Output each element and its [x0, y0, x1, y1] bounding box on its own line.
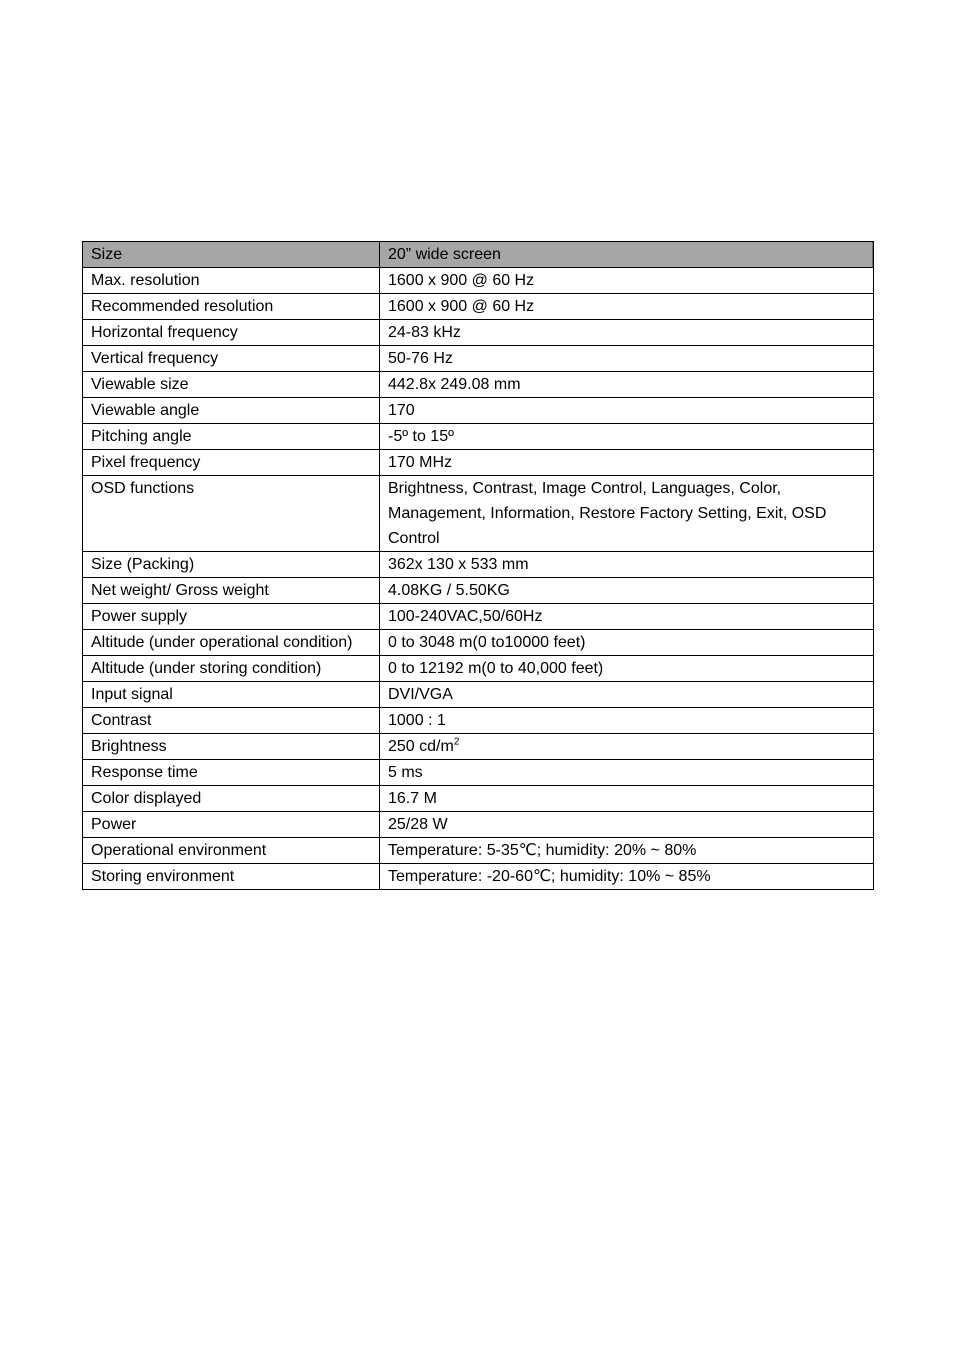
spec-table: [82, 241, 874, 890]
spec-value: 4.08KG / 5.50KG: [380, 578, 874, 604]
spec-value: 1600 x 900 @ 60 Hz: [380, 268, 874, 294]
spec-label: Size (Packing): [83, 552, 380, 578]
table-row: [83, 708, 874, 734]
spec-value: Temperature: 5-35℃; humidity: 20% ~ 80%: [380, 838, 874, 864]
spec-label: Operational environment: [83, 838, 380, 864]
spec-label: Vertical frequency: [83, 346, 380, 372]
spec-label: Viewable angle: [83, 398, 380, 424]
spec-value: [380, 734, 874, 760]
spec-label: Input signal: [83, 682, 380, 708]
table-row: [83, 372, 874, 398]
table-row: [83, 346, 874, 372]
spec-label: Altitude (under storing condition): [83, 656, 380, 682]
table-row: [83, 760, 874, 786]
spec-value: 170: [380, 398, 874, 424]
table-row: [83, 242, 874, 268]
spec-value: -5º to 15º: [380, 424, 874, 450]
superscript: 2: [453, 736, 460, 748]
table-row: [83, 682, 874, 708]
spec-value: Temperature: -20-60℃; humidity: 10% ~ 85%: [380, 864, 874, 890]
spec-value: Brightness, Contrast, Image Control, Languages, Color, Management, Information, Restore Factory Setting, Exit, OSD Control: [380, 476, 874, 552]
table-row: [83, 552, 874, 578]
table-row: [83, 838, 874, 864]
spec-label: Contrast: [83, 708, 380, 734]
spec-label: Pixel frequency: [83, 450, 380, 476]
spec-value: 170 MHz: [380, 450, 874, 476]
spec-label: Color displayed: [83, 786, 380, 812]
spec-label: OSD functions: [83, 476, 380, 552]
table-row: [83, 398, 874, 424]
table-row: [83, 630, 874, 656]
spec-label: Power: [83, 812, 380, 838]
spec-label: Power supply: [83, 604, 380, 630]
spec-value: 0 to 3048 m(0 to10000 feet): [380, 630, 874, 656]
spec-value: 20” wide screen: [380, 242, 874, 268]
table-row: [83, 656, 874, 682]
spec-value: 1000 : 1: [380, 708, 874, 734]
spec-label: Net weight/ Gross weight: [83, 578, 380, 604]
spec-value: 24-83 kHz: [380, 320, 874, 346]
table-row: [83, 320, 874, 346]
spec-value: 0 to 12192 m(0 to 40,000 feet): [380, 656, 874, 682]
spec-label: Brightness: [83, 734, 380, 760]
spec-value: DVI/VGA: [380, 682, 874, 708]
table-row: [83, 476, 874, 552]
spec-label: Horizontal frequency: [83, 320, 380, 346]
spec-value: 442.8x 249.08 mm: [380, 372, 874, 398]
table-row: [83, 294, 874, 320]
table-row: [83, 424, 874, 450]
spec-label: Max. resolution: [83, 268, 380, 294]
spec-value: 100-240VAC,50/60Hz: [380, 604, 874, 630]
table-row: [83, 734, 874, 760]
spec-label: Size: [83, 242, 380, 268]
spec-label: Altitude (under operational condition): [83, 630, 380, 656]
spec-label: Storing environment: [83, 864, 380, 890]
table-row: [83, 268, 874, 294]
table-row: [83, 604, 874, 630]
spec-value: 1600 x 900 @ 60 Hz: [380, 294, 874, 320]
spec-value: 50-76 Hz: [380, 346, 874, 372]
table-row: [83, 864, 874, 890]
table-row: [83, 450, 874, 476]
spec-label: Recommended resolution: [83, 294, 380, 320]
spec-value: 16.7 M: [380, 786, 874, 812]
table-row: [83, 786, 874, 812]
spec-label: Pitching angle: [83, 424, 380, 450]
spec-value-text: 250 cd/m: [388, 738, 454, 755]
table-row: [83, 812, 874, 838]
table-row: [83, 578, 874, 604]
spec-value: 25/28 W: [380, 812, 874, 838]
spec-value: 362x 130 x 533 mm: [380, 552, 874, 578]
spec-label: Viewable size: [83, 372, 380, 398]
spec-value: 5 ms: [380, 760, 874, 786]
spec-label: Response time: [83, 760, 380, 786]
